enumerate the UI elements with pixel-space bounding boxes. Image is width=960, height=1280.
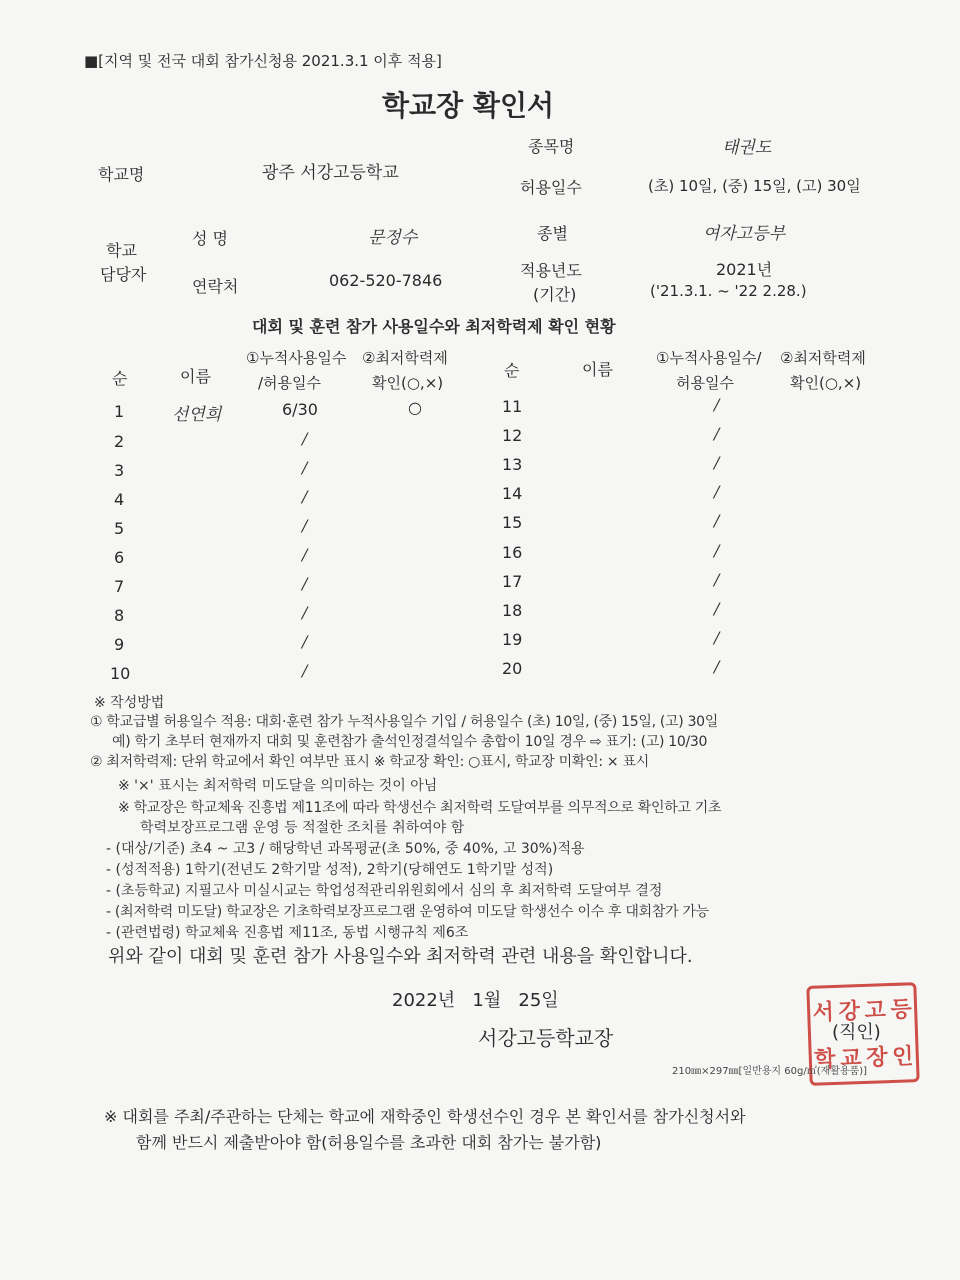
- row-number: 14: [502, 484, 523, 503]
- row-number: 13: [502, 455, 523, 474]
- col-header-academic-2: 확인(○,×): [372, 374, 444, 392]
- col-header-days: ①누적사용일수: [246, 349, 347, 367]
- row-days: /: [714, 424, 720, 443]
- row-number: 15: [502, 513, 523, 532]
- row-number: 5: [114, 519, 125, 538]
- row-days: /: [302, 632, 308, 651]
- row-days: /: [714, 657, 720, 676]
- row-days: /: [302, 429, 308, 448]
- page-title: 학교장 확인서: [382, 89, 555, 122]
- row-number: 10: [110, 664, 131, 683]
- guide-item: - (초등학교) 지필고사 미실시교는 학업성적관리위원회에서 심의 후 최저학력 도달여부 결정: [106, 883, 663, 899]
- row-number: 16: [502, 543, 523, 562]
- guide-item: ① 학교급별 허용일수 적용: 대회·훈련 참가 누적사용일수 기입 / 허용일수 (초) 10일, (중) 15일, (고) 30일: [90, 714, 719, 730]
- col-header-academic-right: ②최저학력제: [780, 349, 866, 367]
- issue-date: 2022년 1월 25일: [392, 990, 559, 1011]
- footer-note-2: 함께 반드시 제출받아야 함(허용일수를 초과한 대회 참가는 불가함): [136, 1133, 602, 1152]
- row-number: 8: [114, 606, 125, 625]
- guide-item: - (대상/기준) 초4 ~ 고3 / 해당학년 과목평균(초 50%, 중 40%, 고 30%)적용: [106, 841, 585, 857]
- year-label: 적용년도: [520, 261, 582, 280]
- col-header-academic: ②최저학력제: [362, 349, 448, 367]
- school-value: 광주 서강고등학교: [262, 163, 399, 183]
- row-days: /: [714, 541, 720, 560]
- manager-label-2: 담당자: [100, 265, 147, 284]
- col-header-academic-right-2: 확인(○,×): [790, 374, 862, 392]
- row-number: 4: [114, 490, 125, 509]
- footer-note: ※ 대회를 주최/주관하는 단체는 학교에 재학중인 학생선수인 경우 본 확인서를 참가신청서와: [104, 1107, 746, 1126]
- row-days: 6/30: [282, 400, 318, 419]
- guide-item: ※ 학교장은 학교체육 진흥법 제11조에 따라 학생선수 최저학력 도달여부를 의무적으로 확인하고 기초: [118, 800, 722, 816]
- row-days: /: [714, 395, 720, 414]
- year-label-2: (기간): [533, 285, 577, 304]
- row-check: ○: [408, 398, 422, 417]
- row-name: 선연희: [172, 405, 222, 425]
- row-number: 2: [114, 432, 125, 451]
- guide-item: - (관련법령) 학교체육 진흥법 제11조, 동법 시행규칙 제6조: [106, 925, 469, 941]
- guide-item: 예) 학기 초부터 현재까지 대회 및 훈련참가 출석인정결석일수 총합이 10일 경우 ⇨ 표기: (고) 10/30: [112, 734, 708, 750]
- row-number: 18: [502, 601, 523, 620]
- row-days: /: [302, 574, 308, 593]
- header-note: ■[지역 및 전국 대회 참가신청용 2021.3.1 이후 적용]: [84, 52, 442, 70]
- contact-label: 연락처: [192, 277, 239, 296]
- row-days: /: [714, 511, 720, 530]
- row-number: 20: [502, 659, 523, 678]
- row-number: 11: [502, 397, 523, 416]
- row-days: /: [302, 487, 308, 506]
- row-days: /: [714, 453, 720, 472]
- name-label: 성 명: [192, 229, 228, 248]
- row-number: 9: [114, 635, 125, 654]
- col-header-days-2: /허용일수: [258, 374, 322, 392]
- row-days: /: [302, 545, 308, 564]
- col-header-days-right-2: 허용일수: [676, 374, 734, 392]
- sport-label: 종목명: [528, 137, 575, 156]
- category-label: 종별: [537, 224, 568, 243]
- guide-item: - (최저학력 미도달) 학교장은 기초학력보장프로그램 운영하여 미도달 학생선수 이수 후 대회참가 가능: [106, 904, 709, 920]
- guide-item: ② 최저학력제: 단위 학교에서 확인 여부만 표시 ※ 학교장 확인: ○표시, 학교장 미확인: × 표시: [90, 754, 649, 770]
- allowed-days-label: 허용일수: [520, 178, 582, 197]
- paper-spec: 210㎜×297㎜[일반용지 60g/㎡(재활용품)]: [672, 1066, 868, 1077]
- guide-item: 학력보장프로그램 운영 등 적절한 조치를 취하여야 함: [140, 820, 465, 836]
- row-number: 6: [114, 548, 125, 567]
- school-label: 학교명: [98, 165, 145, 184]
- guide-heading: ※ 작성방법: [94, 695, 165, 711]
- row-number: 19: [502, 630, 523, 649]
- row-number: 3: [114, 461, 125, 480]
- row-days: /: [714, 599, 720, 618]
- col-header-days-right: ①누적사용일수/: [656, 349, 762, 367]
- official-seal: 서 강 고 등 학 교 장 인: [806, 982, 919, 1086]
- row-number: 12: [502, 426, 523, 445]
- manager-label: 학교: [106, 241, 137, 260]
- principal-name: 서강고등학교장: [478, 1026, 614, 1050]
- guide-item: - (성적적용) 1학기(전년도 2학기말 성적), 2학기(당해연도 1학기말 성적): [106, 862, 554, 878]
- contact-value: 062-520-7846: [329, 271, 443, 290]
- row-days: /: [714, 628, 720, 647]
- row-days: /: [302, 458, 308, 477]
- row-days: /: [714, 482, 720, 501]
- col-header-no: 순: [112, 369, 128, 388]
- guide-item: ※ '×' 표시는 최저학력 미도달을 의미하는 것이 아님: [118, 778, 438, 794]
- row-number: 7: [114, 577, 125, 596]
- sport-value: 태권도: [722, 138, 772, 158]
- col-header-name-right: 이름: [582, 360, 613, 379]
- row-days: /: [302, 516, 308, 535]
- year-period: ('21.3.1. ~ '22 2.28.): [650, 282, 807, 300]
- allowed-days-value: (초) 10일, (중) 15일, (고) 30일: [648, 177, 861, 195]
- confirmation-statement: 위와 같이 대회 및 훈련 참가 사용일수와 최저학력 관련 내용을 확인합니다.: [108, 946, 693, 967]
- col-header-no-right: 순: [504, 361, 520, 380]
- table-heading: 대회 및 훈련 참가 사용일수와 최저학력제 확인 현황: [252, 317, 616, 336]
- row-days: /: [714, 570, 720, 589]
- year-value: 2021년: [716, 260, 773, 279]
- seal-label: (직인): [832, 1022, 881, 1043]
- col-header-name: 이름: [180, 367, 211, 386]
- name-value: 문정수: [368, 228, 418, 248]
- row-days: /: [302, 661, 308, 680]
- row-days: /: [302, 603, 308, 622]
- row-number: 1: [114, 402, 125, 421]
- category-value: 여자고등부: [703, 224, 786, 244]
- row-number: 17: [502, 572, 523, 591]
